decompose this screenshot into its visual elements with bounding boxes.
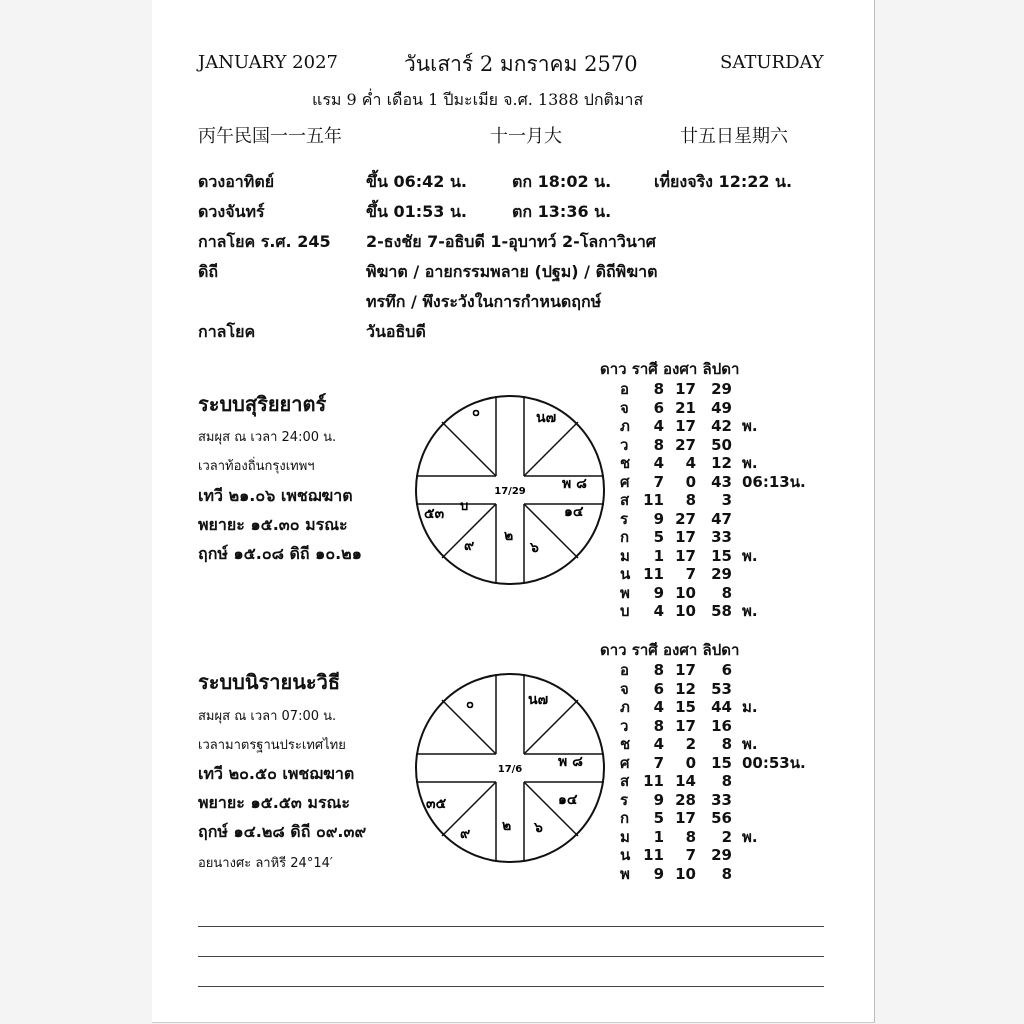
- table-row: [620, 602, 806, 621]
- table-row: [620, 717, 806, 736]
- cell-sign: 4: [653, 735, 664, 753]
- chinese-month: 十一月大: [490, 126, 562, 147]
- cell-note: พ.: [742, 454, 758, 472]
- cell-degree: 17: [675, 380, 696, 398]
- cell-minute: 8: [721, 583, 732, 602]
- cell-minute: 44: [711, 698, 732, 716]
- cell-sign: 11: [643, 846, 664, 864]
- surya-title: ระบบสุริยยาตร์: [198, 392, 327, 416]
- cell-planet: ร: [620, 790, 629, 809]
- cell-degree: 8: [685, 491, 696, 509]
- cell-note: [732, 565, 806, 584]
- cell-degree: 7: [685, 565, 696, 583]
- moon-rise: ขึ้น 01:53 น.: [366, 202, 467, 221]
- nirayana-line-3: ฤกษ์ ๑๔.๒๘ ดิถี ๐๙.๓๙: [198, 822, 367, 841]
- dithi-line-1: พิฆาต / อายกรรมพลาย (ปฐม) / ดิถีพิฆาต: [366, 262, 658, 281]
- cell-minute: 15: [711, 546, 732, 565]
- cell-minute: 29: [711, 565, 732, 583]
- cell-minute: 33: [711, 528, 732, 546]
- nirayana-line-1: เทวี ๒๐.๕๐ เพชฌฆาต: [198, 764, 355, 783]
- cell-degree: 10: [675, 864, 696, 883]
- cell-minute: 29: [711, 380, 732, 398]
- sun-label: ดวงอาทิตย์: [198, 172, 275, 191]
- surya-planet-table: [620, 380, 806, 621]
- cell-planet: ช: [620, 454, 631, 472]
- cell-planet: บ: [620, 602, 630, 620]
- cell-note: [732, 772, 806, 791]
- nirayana-planet-table: [620, 661, 806, 883]
- surya-wheel-left-b: บ: [460, 499, 469, 514]
- nirayana-ayanamsa: อยนางศะ ลาหิรี 24°14′: [198, 856, 333, 871]
- table-row: [620, 584, 806, 603]
- dithi-line-2: ทรทึก / พึงระวังในการกำหนดฤกษ์: [366, 292, 602, 311]
- cell-note: [732, 399, 806, 418]
- cell-note: ม.: [742, 698, 758, 716]
- table-row: [620, 772, 806, 791]
- cell-note: [732, 680, 806, 699]
- nirayana-wheel-bottom-mid: ๒: [502, 818, 512, 834]
- cell-degree: 12: [675, 679, 696, 698]
- cell-degree: 17: [675, 528, 696, 546]
- cell-sign: 4: [653, 454, 664, 472]
- calendar-page: [152, 0, 875, 1023]
- cell-note: [732, 584, 806, 603]
- cell-degree: 28: [675, 790, 696, 809]
- table-row: [620, 754, 806, 773]
- cell-degree: 0: [685, 472, 696, 491]
- cell-note: 06:13น.: [742, 472, 806, 491]
- cell-planet: ช: [620, 735, 631, 753]
- kalayok-label: กาลโยค: [198, 322, 256, 341]
- note-line: [198, 926, 824, 927]
- cell-note: พ.: [742, 735, 758, 753]
- sun-noon: เที่ยงจริง 12:22 น.: [654, 172, 793, 191]
- nirayana-wheel-bottom-left: ๙: [460, 826, 471, 842]
- cell-note: [732, 436, 806, 455]
- cell-planet: จ: [620, 398, 629, 417]
- cell-note: พ.: [742, 546, 758, 565]
- kalayok-245-value: 2-ธงชัย 7-อธิบดี 1-อุบาทว์ 2-โลกาวินาศ: [366, 232, 656, 251]
- cell-minute: 15: [711, 753, 732, 772]
- cell-degree: 17: [675, 417, 696, 435]
- cell-degree: 27: [675, 509, 696, 528]
- cell-planet: พ: [620, 583, 630, 602]
- note-line: [198, 986, 824, 987]
- cell-minute: 53: [711, 679, 732, 698]
- cell-degree: 0: [685, 753, 696, 772]
- cell-sign: 11: [643, 772, 664, 790]
- cell-note: [732, 380, 806, 399]
- cell-degree: 15: [675, 698, 696, 716]
- cell-degree: 2: [685, 735, 696, 753]
- cell-planet: ภ: [620, 417, 630, 435]
- table-row: [620, 809, 806, 828]
- cell-planet: ก: [620, 528, 630, 546]
- chinese-day: 廿五日星期六: [680, 126, 788, 147]
- cell-degree: 4: [685, 454, 696, 472]
- nirayana-place: เวลามาตรฐานประเทศไทย: [198, 738, 346, 753]
- cell-degree: 17: [675, 546, 696, 565]
- table-row: [620, 791, 806, 810]
- cell-degree: 14: [675, 772, 696, 790]
- surya-wheel-right: พ ๘: [562, 476, 587, 492]
- cell-planet: ก: [620, 809, 630, 827]
- lunar-date-thai: แรม 9 ค่ำ เดือน 1 ปีมะเมีย จ.ศ. 1388 ปกติมาส: [312, 90, 644, 109]
- surya-wheel-center: 17/29: [494, 486, 526, 497]
- cell-degree: 21: [675, 398, 696, 417]
- cell-note: [732, 528, 806, 547]
- surya-wheel-top-right: น๗: [536, 410, 557, 426]
- cell-minute: 58: [711, 602, 732, 620]
- cell-sign: 4: [653, 417, 664, 435]
- cell-minute: 3: [721, 491, 732, 509]
- surya-place: เวลาท้องถิ่นกรุงเทพฯ: [198, 459, 315, 474]
- cell-planet: ส: [620, 491, 630, 509]
- nirayana-title: ระบบนิรายนะวิธี: [198, 670, 341, 694]
- cell-minute: 33: [711, 790, 732, 809]
- nirayana-wheel-center: 17/6: [497, 764, 523, 775]
- cell-note: [732, 661, 806, 680]
- cell-planet: อ: [620, 661, 630, 679]
- cell-sign: 9: [653, 864, 664, 883]
- table-row: [620, 510, 806, 529]
- cell-sign: 7: [653, 472, 664, 491]
- table-row: [620, 865, 806, 884]
- surya-time: สมผุส ณ เวลา 24:00 น.: [198, 430, 337, 445]
- nirayana-horoscope-wheel: [412, 670, 608, 866]
- nirayana-wheel-left: ๓๕: [426, 796, 447, 812]
- cell-planet: อ: [620, 380, 630, 398]
- cell-minute: 8: [721, 864, 732, 883]
- table-row: [620, 473, 806, 492]
- cell-note: [732, 865, 806, 884]
- cell-note: [732, 791, 806, 810]
- cell-note: [732, 846, 806, 865]
- cell-planet: ศ: [620, 753, 630, 772]
- table-row: [620, 828, 806, 847]
- cell-sign: 6: [653, 398, 664, 417]
- table-row: [620, 661, 806, 680]
- surya-wheel-bottom-right: ๖: [530, 540, 539, 556]
- cell-note: [732, 510, 806, 529]
- cell-planet: ว: [620, 435, 629, 454]
- cell-sign: 5: [653, 528, 664, 546]
- chinese-year: 丙午民国一一五年: [198, 126, 342, 147]
- surya-line-2: พยายะ ๑๕.๓๐ มรณะ: [198, 515, 348, 534]
- table-row: [620, 680, 806, 699]
- moon-set: ตก 13:36 น.: [512, 202, 612, 221]
- surya-wheel-lower-right: ๑๔: [564, 504, 584, 520]
- nirayana-wheel-top-left: ๐: [466, 697, 474, 712]
- nirayana-line-2: พยายะ ๑๕.๕๓ มรณะ: [198, 793, 350, 812]
- cell-sign: 11: [643, 565, 664, 583]
- surya-line-1: เทวี ๒๑.๐๖ เพชฌฆาต: [198, 486, 353, 505]
- cell-degree: 10: [675, 583, 696, 602]
- nirayana-table-header: ดาว ราศี องศา ลิปดา: [600, 641, 740, 659]
- surya-wheel-bottom-left: ๙: [464, 538, 475, 554]
- sun-rise: ขึ้น 06:42 น.: [366, 172, 467, 191]
- cell-sign: 9: [653, 509, 664, 528]
- cell-sign: 5: [653, 809, 664, 827]
- cell-sign: 7: [653, 753, 664, 772]
- cell-minute: 6: [721, 661, 732, 679]
- surya-wheel-top-left: ๐: [472, 405, 480, 420]
- cell-minute: 42: [711, 417, 732, 435]
- cell-sign: 8: [653, 716, 664, 735]
- dithi-label: ดิถี: [198, 262, 219, 281]
- cell-planet: ม: [620, 827, 630, 846]
- cell-planet: ภ: [620, 698, 630, 716]
- cell-sign: 8: [653, 661, 664, 679]
- nirayana-wheel-bottom-right: ๖: [534, 820, 543, 836]
- surya-table-header: ดาว ราศี องศา ลิปดา: [600, 360, 740, 378]
- kalayok-value: วันอธิบดี: [366, 322, 426, 341]
- cell-minute: 8: [721, 735, 732, 753]
- table-row: [620, 547, 806, 566]
- cell-planet: จ: [620, 679, 629, 698]
- cell-minute: 29: [711, 846, 732, 864]
- table-row: [620, 380, 806, 399]
- date-thai: วันเสาร์ 2 มกราคม 2570: [404, 52, 638, 76]
- cell-planet: น: [620, 565, 631, 583]
- cell-planet: ส: [620, 772, 630, 790]
- cell-degree: 17: [675, 809, 696, 827]
- weekday-english: SATURDAY: [720, 52, 824, 73]
- cell-degree: 27: [675, 435, 696, 454]
- cell-degree: 10: [675, 602, 696, 620]
- surya-wheel-left: ๕๓: [424, 506, 445, 522]
- cell-sign: 4: [653, 602, 664, 620]
- note-line: [198, 956, 824, 957]
- cell-minute: 8: [721, 772, 732, 790]
- cell-degree: 17: [675, 661, 696, 679]
- cell-note: พ.: [742, 417, 758, 435]
- cell-minute: 2: [721, 827, 732, 846]
- table-row: [620, 528, 806, 547]
- cell-sign: 11: [643, 491, 664, 509]
- cell-degree: 8: [685, 827, 696, 846]
- cell-note: 00:53น.: [742, 753, 806, 772]
- cell-note: [732, 809, 806, 828]
- table-row: [620, 436, 806, 455]
- cell-minute: 56: [711, 809, 732, 827]
- nirayana-time: สมผุส ณ เวลา 07:00 น.: [198, 709, 337, 724]
- sun-set: ตก 18:02 น.: [512, 172, 612, 191]
- nirayana-wheel-right: พ ๘: [558, 754, 583, 770]
- nirayana-wheel-top-right: น๗: [528, 692, 549, 708]
- cell-planet: ม: [620, 546, 630, 565]
- cell-note: พ.: [742, 827, 758, 846]
- surya-line-3: ฤกษ์ ๑๕.๐๘ ดิถี ๑๐.๒๑: [198, 544, 362, 563]
- moon-label: ดวงจันทร์: [198, 202, 265, 221]
- cell-sign: 6: [653, 679, 664, 698]
- nirayana-wheel-lower-right: ๑๔: [558, 792, 578, 808]
- cell-planet: น: [620, 846, 631, 864]
- kalayok-245-label: กาลโยค ร.ศ. 245: [198, 232, 331, 251]
- cell-planet: ศ: [620, 472, 630, 491]
- cell-degree: 17: [675, 716, 696, 735]
- cell-minute: 43: [711, 472, 732, 491]
- cell-sign: 9: [653, 583, 664, 602]
- cell-sign: 8: [653, 380, 664, 398]
- cell-note: พ.: [742, 602, 758, 620]
- table-row: [620, 565, 806, 584]
- cell-minute: 49: [711, 398, 732, 417]
- table-row: [620, 417, 806, 436]
- cell-minute: 12: [711, 454, 732, 472]
- table-row: [620, 491, 806, 510]
- surya-horoscope-wheel: [412, 392, 608, 588]
- cell-sign: 9: [653, 790, 664, 809]
- cell-note: [732, 717, 806, 736]
- cell-planet: ว: [620, 716, 629, 735]
- cell-planet: พ: [620, 864, 630, 883]
- cell-minute: 16: [711, 716, 732, 735]
- cell-sign: 1: [653, 827, 664, 846]
- cell-sign: 1: [653, 546, 664, 565]
- table-row: [620, 846, 806, 865]
- cell-sign: 8: [653, 435, 664, 454]
- cell-degree: 7: [685, 846, 696, 864]
- month-english: JANUARY 2027: [198, 52, 338, 73]
- cell-minute: 47: [711, 509, 732, 528]
- cell-sign: 4: [653, 698, 664, 716]
- cell-minute: 50: [711, 435, 732, 454]
- surya-wheel-bottom-mid: ๒: [504, 528, 514, 544]
- cell-planet: ร: [620, 509, 629, 528]
- table-row: [620, 454, 806, 473]
- table-row: [620, 698, 806, 717]
- cell-note: [732, 491, 806, 510]
- table-row: [620, 399, 806, 418]
- table-row: [620, 735, 806, 754]
